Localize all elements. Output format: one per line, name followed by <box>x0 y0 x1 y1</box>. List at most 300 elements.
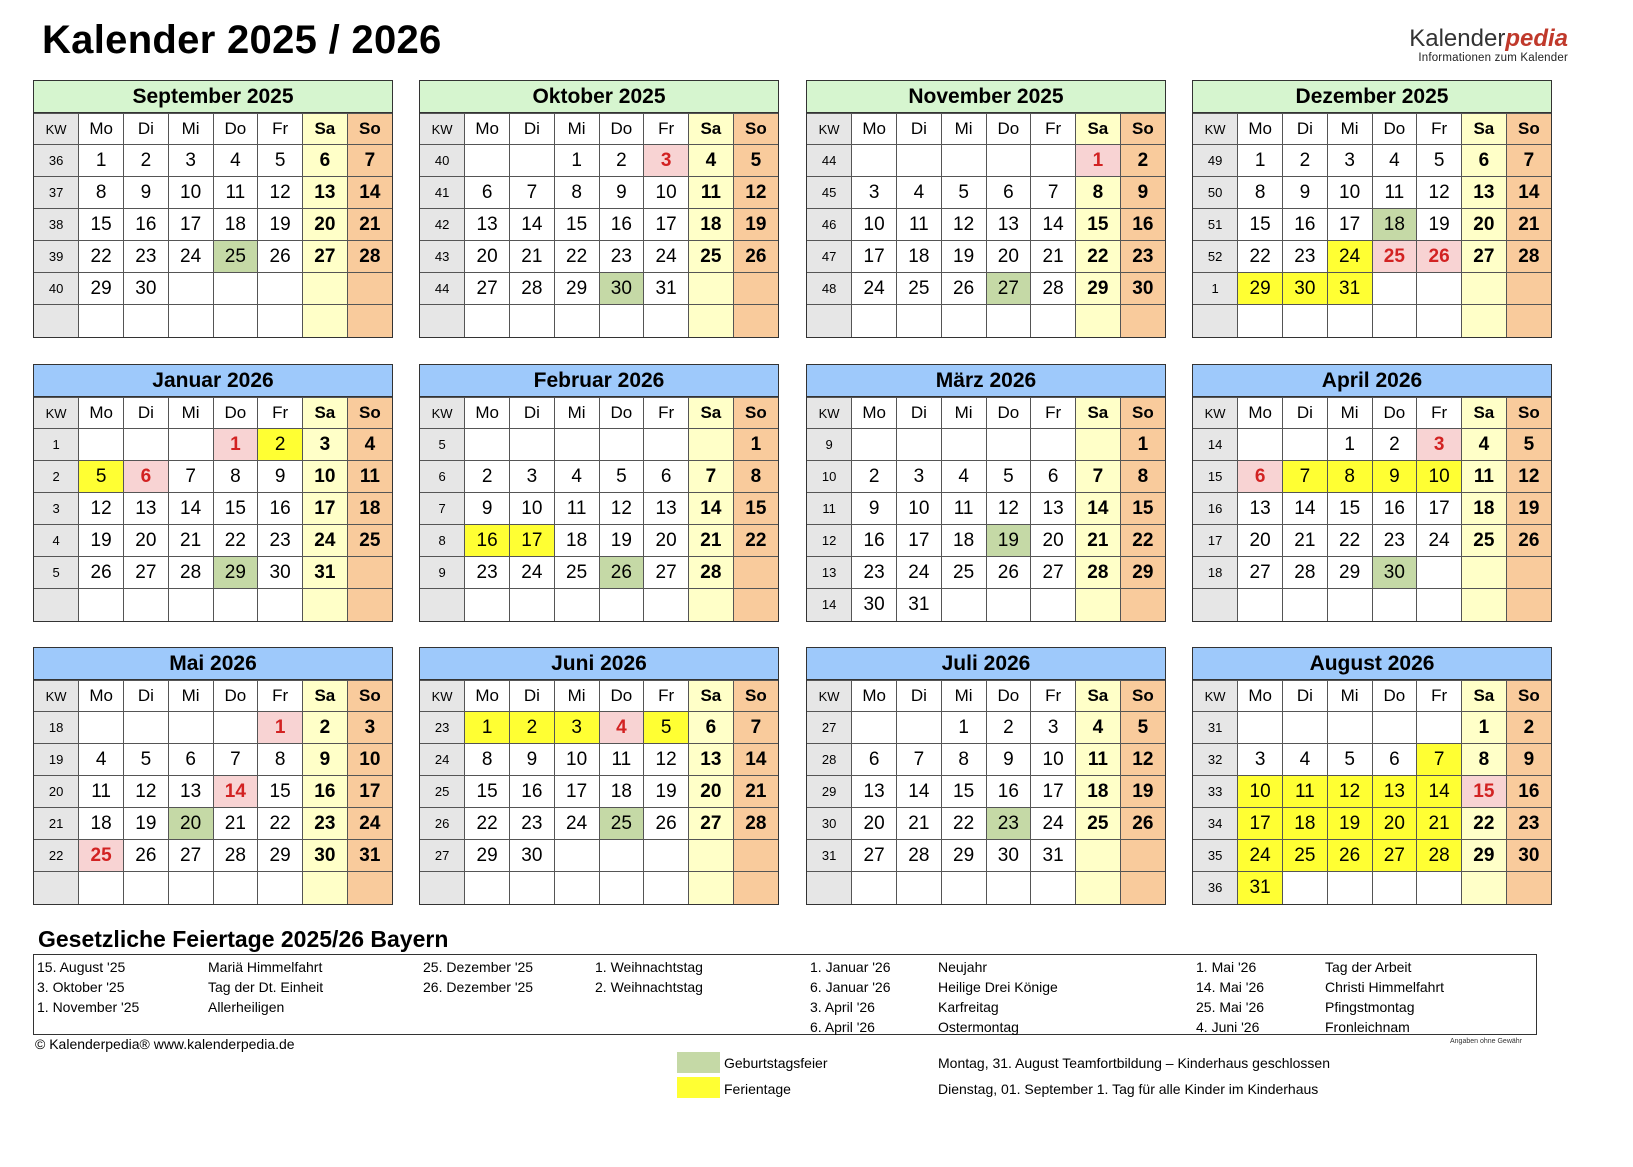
day-cell: 24 <box>1327 241 1372 273</box>
week-row <box>1193 744 1551 776</box>
day-cell: 2 <box>852 461 897 493</box>
day-cell: 23 <box>258 525 303 557</box>
day-cell <box>1372 872 1417 904</box>
day-cell: 15 <box>941 776 986 808</box>
day-cell: 23 <box>1283 241 1328 273</box>
weekday-header: Mo <box>79 398 124 429</box>
week-number: 47 <box>807 241 852 273</box>
day-cell: 19 <box>599 525 644 557</box>
day-cell <box>1076 589 1121 621</box>
weekday-header: So <box>1120 398 1165 429</box>
day-cell: 19 <box>986 525 1031 557</box>
kw-header: KW <box>420 114 465 145</box>
day-cell <box>554 840 599 872</box>
week-row <box>807 273 1165 305</box>
day-cell: 28 <box>1076 557 1121 589</box>
day-cell: 5 <box>1327 744 1372 776</box>
week-row <box>420 840 778 872</box>
day-cell <box>986 589 1031 621</box>
day-cell: 14 <box>510 209 555 241</box>
day-cell: 25 <box>1462 525 1507 557</box>
day-cell <box>1120 872 1165 904</box>
day-cell: 16 <box>258 493 303 525</box>
day-cell: 14 <box>1283 493 1328 525</box>
month-calendar <box>33 647 393 905</box>
day-cell <box>1283 429 1328 461</box>
weekday-header: Fr <box>1031 398 1076 429</box>
day-cell: 7 <box>897 744 942 776</box>
day-cell: 23 <box>1120 241 1165 273</box>
week-row <box>1193 305 1551 337</box>
day-cell: 16 <box>124 209 169 241</box>
day-cell: 21 <box>733 776 778 808</box>
day-cell <box>733 305 778 337</box>
month-title: Januar 2026 <box>34 365 392 397</box>
weekday-header: So <box>347 114 392 145</box>
week-row <box>1193 429 1551 461</box>
day-cell: 5 <box>79 461 124 493</box>
day-cell: 18 <box>689 209 734 241</box>
day-cell <box>168 305 213 337</box>
week-row <box>807 776 1165 808</box>
day-cell: 17 <box>303 493 348 525</box>
weekday-header: Di <box>1283 114 1328 145</box>
holiday-date: 3. April '26 <box>810 999 875 1015</box>
day-cell: 12 <box>124 776 169 808</box>
day-cell <box>510 429 555 461</box>
holiday-names-col-2 <box>595 957 703 997</box>
week-number: 31 <box>1193 712 1238 744</box>
day-cell: 19 <box>1120 776 1165 808</box>
day-cell <box>1417 872 1462 904</box>
day-cell: 17 <box>644 209 689 241</box>
holiday-date: 6. April '26 <box>810 1019 875 1035</box>
day-cell: 2 <box>1372 429 1417 461</box>
day-cell: 1 <box>941 712 986 744</box>
day-cell <box>986 872 1031 904</box>
day-cell: 13 <box>986 209 1031 241</box>
weekday-header: Do <box>1372 681 1417 712</box>
holiday-name: Tag der Arbeit <box>1325 959 1412 975</box>
day-cell <box>897 145 942 177</box>
day-cell <box>124 712 169 744</box>
day-cell: 11 <box>689 177 734 209</box>
day-cell: 11 <box>941 493 986 525</box>
day-cell: 10 <box>303 461 348 493</box>
event-note: Dienstag, 01. September 1. Tag für alle Kinder im Kinderhaus <box>938 1081 1319 1097</box>
day-cell: 17 <box>897 525 942 557</box>
week-number <box>807 872 852 904</box>
day-cell: 21 <box>1506 209 1551 241</box>
day-cell: 12 <box>258 177 303 209</box>
day-cell: 29 <box>465 840 510 872</box>
day-cell: 31 <box>303 557 348 589</box>
day-cell: 17 <box>347 776 392 808</box>
day-cell: 18 <box>79 808 124 840</box>
day-cell: 28 <box>1417 840 1462 872</box>
day-cell: 14 <box>897 776 942 808</box>
event-note: Montag, 31. August Teamfortbildung – Kinderhaus geschlossen <box>938 1055 1330 1071</box>
weekday-header: Di <box>897 114 942 145</box>
day-cell <box>689 273 734 305</box>
week-row <box>1193 209 1551 241</box>
month-title: April 2026 <box>1193 365 1551 397</box>
day-cell: 3 <box>644 145 689 177</box>
week-row <box>420 241 778 273</box>
weekday-header: Mo <box>465 398 510 429</box>
day-cell: 28 <box>1506 241 1551 273</box>
day-cell <box>599 305 644 337</box>
day-cell: 8 <box>554 177 599 209</box>
day-cell: 8 <box>258 744 303 776</box>
day-cell <box>168 589 213 621</box>
day-cell <box>733 273 778 305</box>
weekday-header: Mi <box>168 681 213 712</box>
day-cell: 29 <box>1327 557 1372 589</box>
week-row <box>420 461 778 493</box>
day-cell <box>1506 305 1551 337</box>
day-cell <box>124 872 169 904</box>
day-cell: 10 <box>347 744 392 776</box>
day-cell <box>258 273 303 305</box>
day-cell <box>347 589 392 621</box>
day-cell: 12 <box>644 744 689 776</box>
day-cell: 17 <box>852 241 897 273</box>
week-row <box>807 493 1165 525</box>
day-cell <box>897 429 942 461</box>
weekday-header: So <box>1120 114 1165 145</box>
day-cell <box>689 589 734 621</box>
day-cell <box>689 872 734 904</box>
holiday-name: Mariä Himmelfahrt <box>208 959 323 975</box>
day-cell: 26 <box>1327 840 1372 872</box>
weekday-header: Fr <box>258 398 303 429</box>
day-cell: 7 <box>510 177 555 209</box>
week-row <box>1193 461 1551 493</box>
week-row <box>420 589 778 621</box>
weekday-header: Fr <box>644 114 689 145</box>
day-cell <box>510 305 555 337</box>
day-cell: 16 <box>1372 493 1417 525</box>
day-cell: 5 <box>1417 145 1462 177</box>
weekday-header: Mi <box>941 681 986 712</box>
day-cell: 20 <box>465 241 510 273</box>
day-cell: 15 <box>1462 776 1507 808</box>
day-cell: 23 <box>1372 525 1417 557</box>
weekday-header: Mo <box>852 114 897 145</box>
day-cell: 24 <box>168 241 213 273</box>
day-cell: 19 <box>1327 808 1372 840</box>
week-number: 27 <box>807 712 852 744</box>
day-cell: 22 <box>733 525 778 557</box>
day-cell: 5 <box>599 461 644 493</box>
disclaimer: Angaben ohne Gewähr <box>1450 1038 1522 1045</box>
day-cell <box>465 872 510 904</box>
legend-swatch-vacation <box>677 1077 720 1098</box>
week-number: 36 <box>1193 872 1238 904</box>
day-cell: 2 <box>986 712 1031 744</box>
day-cell: 14 <box>1076 493 1121 525</box>
day-cell: 31 <box>1327 273 1372 305</box>
day-cell: 24 <box>1031 808 1076 840</box>
day-cell: 29 <box>554 273 599 305</box>
weekday-header: Mo <box>1238 681 1283 712</box>
day-cell: 25 <box>941 557 986 589</box>
day-cell: 31 <box>897 589 942 621</box>
day-cell: 20 <box>1372 808 1417 840</box>
weekday-header: Mo <box>79 114 124 145</box>
week-number: 50 <box>1193 177 1238 209</box>
holiday-date: 15. August '25 <box>37 959 126 975</box>
day-cell <box>897 872 942 904</box>
day-cell <box>79 872 124 904</box>
week-number: 29 <box>807 776 852 808</box>
day-cell: 18 <box>1372 209 1417 241</box>
day-cell: 17 <box>1417 493 1462 525</box>
day-cell <box>1238 589 1283 621</box>
day-cell: 15 <box>213 493 258 525</box>
day-cell: 19 <box>941 241 986 273</box>
day-cell: 29 <box>213 557 258 589</box>
holiday-name: Heilige Drei Könige <box>938 979 1058 995</box>
day-cell: 23 <box>986 808 1031 840</box>
day-cell: 12 <box>79 493 124 525</box>
holiday-dates-col-4 <box>1196 957 1264 1037</box>
day-cell: 30 <box>986 840 1031 872</box>
weekday-header: Mi <box>1327 398 1372 429</box>
day-cell <box>1462 589 1507 621</box>
day-cell: 8 <box>1327 461 1372 493</box>
week-row <box>807 305 1165 337</box>
day-cell: 7 <box>168 461 213 493</box>
day-cell <box>1372 305 1417 337</box>
day-cell: 4 <box>1076 712 1121 744</box>
day-cell: 29 <box>1076 273 1121 305</box>
day-cell: 7 <box>1031 177 1076 209</box>
week-row <box>807 145 1165 177</box>
weekday-header: Di <box>510 114 555 145</box>
day-cell <box>465 429 510 461</box>
day-cell <box>897 712 942 744</box>
day-cell: 21 <box>168 525 213 557</box>
week-row <box>34 744 392 776</box>
weekday-header: Di <box>897 681 942 712</box>
day-cell: 13 <box>465 209 510 241</box>
holiday-name: 2. Weihnachtstag <box>595 979 703 995</box>
week-row <box>420 872 778 904</box>
day-cell: 10 <box>554 744 599 776</box>
day-cell: 2 <box>599 145 644 177</box>
day-cell <box>303 872 348 904</box>
day-cell: 26 <box>258 241 303 273</box>
day-cell: 2 <box>465 461 510 493</box>
week-row <box>1193 808 1551 840</box>
holiday-names-col-1 <box>208 957 323 1017</box>
day-cell: 15 <box>554 209 599 241</box>
day-cell: 7 <box>733 712 778 744</box>
day-cell <box>554 589 599 621</box>
weekday-header: So <box>1506 114 1551 145</box>
week-number: 45 <box>807 177 852 209</box>
weekday-header: Di <box>510 398 555 429</box>
holiday-date: 6. Januar '26 <box>810 979 891 995</box>
week-row <box>807 429 1165 461</box>
day-cell: 9 <box>1120 177 1165 209</box>
day-cell: 6 <box>1462 145 1507 177</box>
day-cell: 6 <box>1238 461 1283 493</box>
day-cell: 25 <box>1283 840 1328 872</box>
day-cell <box>168 872 213 904</box>
day-cell: 14 <box>347 177 392 209</box>
day-cell <box>168 712 213 744</box>
day-cell: 29 <box>1120 557 1165 589</box>
day-cell: 12 <box>1506 461 1551 493</box>
holiday-dates-col-2 <box>423 957 533 997</box>
week-row <box>807 840 1165 872</box>
day-cell: 16 <box>1283 209 1328 241</box>
holiday-date: 1. Mai '26 <box>1196 959 1257 975</box>
day-cell: 15 <box>733 493 778 525</box>
weekday-header: Sa <box>303 681 348 712</box>
day-cell <box>852 712 897 744</box>
day-cell: 14 <box>689 493 734 525</box>
weekday-header: Sa <box>1462 681 1507 712</box>
day-cell <box>1076 429 1121 461</box>
kw-header: KW <box>807 681 852 712</box>
day-cell: 3 <box>168 145 213 177</box>
day-cell: 12 <box>941 209 986 241</box>
day-cell: 28 <box>213 840 258 872</box>
weekday-header: Di <box>124 681 169 712</box>
day-cell: 7 <box>213 744 258 776</box>
holiday-name: Pfingstmontag <box>1325 999 1415 1015</box>
day-cell <box>1238 305 1283 337</box>
day-cell: 15 <box>258 776 303 808</box>
day-cell: 10 <box>1327 177 1372 209</box>
day-cell <box>1506 273 1551 305</box>
holiday-date: 26. Dezember '25 <box>423 979 534 995</box>
day-cell: 2 <box>124 145 169 177</box>
week-number: 23 <box>420 712 465 744</box>
day-cell <box>852 145 897 177</box>
day-cell: 16 <box>986 776 1031 808</box>
day-cell: 30 <box>124 273 169 305</box>
day-cell: 17 <box>168 209 213 241</box>
day-cell: 13 <box>1372 776 1417 808</box>
day-cell: 1 <box>258 712 303 744</box>
week-number: 3 <box>34 493 79 525</box>
day-cell <box>303 273 348 305</box>
week-row <box>34 305 392 337</box>
week-number: 26 <box>420 808 465 840</box>
week-number: 2 <box>34 461 79 493</box>
kw-header: KW <box>34 398 79 429</box>
day-cell: 8 <box>1120 461 1165 493</box>
day-cell: 26 <box>1417 241 1462 273</box>
day-cell <box>1283 872 1328 904</box>
weekday-header: Do <box>213 398 258 429</box>
day-cell: 9 <box>510 744 555 776</box>
day-cell <box>347 872 392 904</box>
week-number: 14 <box>1193 429 1238 461</box>
day-cell <box>510 589 555 621</box>
day-cell: 28 <box>733 808 778 840</box>
day-cell <box>1327 712 1372 744</box>
day-cell: 31 <box>347 840 392 872</box>
day-cell <box>941 589 986 621</box>
weekday-header: So <box>733 114 778 145</box>
day-cell: 2 <box>1506 712 1551 744</box>
day-cell <box>1327 589 1372 621</box>
holiday-name: Neujahr <box>938 959 988 975</box>
day-cell: 22 <box>1120 525 1165 557</box>
day-cell <box>599 840 644 872</box>
week-row <box>807 557 1165 589</box>
holiday-name: Tag der Dt. Einheit <box>208 979 324 995</box>
holiday-date: 25. Mai '26 <box>1196 999 1265 1015</box>
day-cell: 28 <box>510 273 555 305</box>
day-cell: 5 <box>941 177 986 209</box>
weekday-header: Fr <box>1417 398 1462 429</box>
day-cell <box>689 840 734 872</box>
week-number: 30 <box>807 808 852 840</box>
day-cell: 4 <box>554 461 599 493</box>
day-cell: 7 <box>1076 461 1121 493</box>
day-cell <box>79 589 124 621</box>
weekday-header: Mi <box>554 681 599 712</box>
day-cell: 25 <box>554 557 599 589</box>
day-cell: 10 <box>1031 744 1076 776</box>
day-cell: 18 <box>347 493 392 525</box>
day-cell: 20 <box>168 808 213 840</box>
day-cell: 27 <box>465 273 510 305</box>
day-cell: 2 <box>1283 145 1328 177</box>
day-cell: 31 <box>1031 840 1076 872</box>
week-number <box>1193 589 1238 621</box>
day-cell: 5 <box>733 145 778 177</box>
day-cell <box>733 872 778 904</box>
day-cell: 30 <box>1372 557 1417 589</box>
day-cell <box>1417 273 1462 305</box>
day-cell: 30 <box>510 840 555 872</box>
week-number: 46 <box>807 209 852 241</box>
day-cell: 21 <box>1417 808 1462 840</box>
day-cell: 9 <box>465 493 510 525</box>
week-number <box>420 589 465 621</box>
day-cell: 11 <box>554 493 599 525</box>
day-cell: 3 <box>554 712 599 744</box>
day-cell <box>1031 429 1076 461</box>
day-cell: 8 <box>1462 744 1507 776</box>
week-number: 19 <box>34 744 79 776</box>
day-cell: 22 <box>465 808 510 840</box>
month-calendar <box>1192 647 1552 905</box>
day-cell: 7 <box>1417 744 1462 776</box>
day-cell <box>79 305 124 337</box>
week-number: 17 <box>1193 525 1238 557</box>
holiday-date: 1. November '25 <box>37 999 140 1015</box>
day-cell: 28 <box>689 557 734 589</box>
day-cell: 25 <box>897 273 942 305</box>
weekday-header: Do <box>1372 114 1417 145</box>
weekday-header: Di <box>124 398 169 429</box>
holiday-names-col-4 <box>1325 957 1444 1037</box>
day-cell <box>465 145 510 177</box>
day-cell: 26 <box>599 557 644 589</box>
weekday-header: So <box>733 681 778 712</box>
week-number: 33 <box>1193 776 1238 808</box>
weekday-header: Di <box>124 114 169 145</box>
